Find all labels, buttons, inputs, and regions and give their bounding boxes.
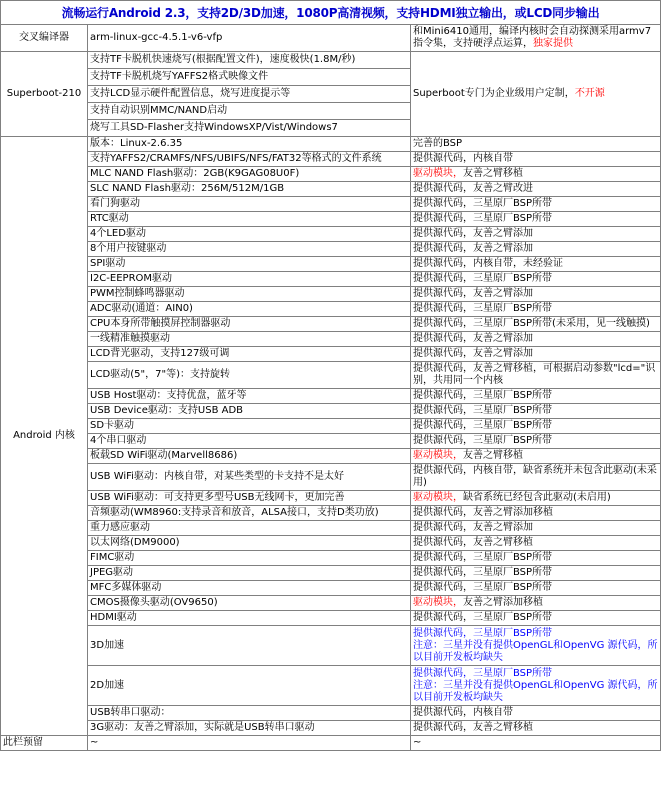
kernel-row — [1, 167, 661, 182]
driver-status — [411, 182, 661, 197]
driver-name: 2D加速 — [88, 666, 411, 706]
reserved-col2: ~ — [88, 736, 411, 751]
kernel-row — [1, 666, 661, 706]
driver-status — [411, 197, 661, 212]
driver-status-text: 提供源代码，三星原厂BSP所带 — [413, 435, 553, 446]
driver-status — [411, 551, 661, 566]
driver-name: 看门狗驱动 — [88, 197, 411, 212]
driver-name: MFC多媒体驱动 — [88, 581, 411, 596]
driver-status — [411, 666, 661, 706]
driver-name: 4个串口驱动 — [88, 434, 411, 449]
driver-status — [411, 137, 661, 152]
driver-status-text: 提供源代码，三星原厂BSP所带 — [413, 420, 553, 431]
driver-name: 3G驱动：友善之臂添加，实际就是USB转串口驱动 — [88, 721, 411, 736]
driver-status — [411, 721, 661, 736]
driver-status — [411, 227, 661, 242]
driver-status — [411, 464, 661, 491]
driver-name: ADC驱动(通道：AIN0) — [88, 302, 411, 317]
driver-name: USB WiFi驱动：内核自带，对某些类型的卡支持不是太好 — [88, 464, 411, 491]
driver-status — [411, 242, 661, 257]
driver-status — [411, 536, 661, 551]
driver-status-text: 提供源代码，三星原厂BSP所带 — [413, 552, 553, 563]
kernel-row — [1, 626, 661, 666]
driver-status-module: 驱动模块， — [413, 492, 463, 503]
driver-status — [411, 419, 661, 434]
driver-status — [411, 566, 661, 581]
driver-name: USB Device驱动：支持USB ADB — [88, 404, 411, 419]
driver-status-text: 提供源代码，内核自带，缺省系统并未包含此驱动(未采用) — [413, 465, 657, 488]
compiler-note — [411, 25, 661, 52]
driver-name: CPU本身所带触摸屏控制器驱动 — [88, 317, 411, 332]
driver-status-module: 驱动模块， — [413, 168, 463, 179]
driver-status — [411, 491, 661, 506]
kernel-row — [1, 242, 661, 257]
driver-name: JPEG驱动 — [88, 566, 411, 581]
superboot-feature: 支持TF卡脱机烧写YAFFS2格式映像文件 — [88, 69, 411, 86]
driver-name: 4个LED驱动 — [88, 227, 411, 242]
driver-name: MLC NAND Flash驱动：2GB(K9GAG08U0F) — [88, 167, 411, 182]
kernel-row — [1, 521, 661, 536]
kernel-row — [1, 152, 661, 167]
superboot-note — [411, 52, 661, 137]
driver-name: SD卡驱动 — [88, 419, 411, 434]
compiler-label: 交叉编译器 — [1, 25, 88, 52]
kernel-row — [1, 536, 661, 551]
driver-status-note: 提供源代码，三星原厂BSP所带 注意：三星并没有提供OpenGL和OpenVG 源代码，所以目前开发板均缺失 — [413, 627, 658, 663]
kernel-row — [1, 611, 661, 626]
kernel-row — [1, 491, 661, 506]
kernel-row — [1, 272, 661, 287]
driver-name: LCD驱动(5"，7"等)：支持旋转 — [88, 362, 411, 389]
driver-name: RTC驱动 — [88, 212, 411, 227]
driver-status-text: 提供源代码，友善之臂添加移植 — [413, 507, 553, 518]
kernel-row — [1, 302, 661, 317]
superboot-feature: 支持自动识别MMC/NAND启动 — [88, 103, 411, 120]
driver-status — [411, 272, 661, 287]
driver-status-text: 提供源代码，友善之臂添加 — [413, 333, 533, 344]
driver-name: I2C-EEPROM驱动 — [88, 272, 411, 287]
driver-name: SLC NAND Flash驱动：256M/512M/1GB — [88, 182, 411, 197]
driver-name: USB WiFi驱动：可支持更多型号USB无线网卡，更加完善 — [88, 491, 411, 506]
driver-status — [411, 287, 661, 302]
kernel-row — [1, 566, 661, 581]
driver-status — [411, 302, 661, 317]
driver-status-text: 完善的BSP — [413, 138, 463, 149]
superboot-note-text: Superboot专门为企业级用户定制， — [413, 88, 575, 99]
driver-name: FIMC驱动 — [88, 551, 411, 566]
compiler-note-highlight: 独家提供 — [533, 38, 573, 49]
driver-status-text: 提供源代码，友善之臂添加 — [413, 228, 533, 239]
driver-status — [411, 706, 661, 721]
driver-name: 音频驱动(WM8960:支持录音和放音，ALSA接口，支持D类功放) — [88, 506, 411, 521]
driver-status-text: 提供源代码，三星原厂BSP所带 — [413, 612, 553, 623]
kernel-row — [1, 287, 661, 302]
kernel-row — [1, 551, 661, 566]
driver-status-text: 友善之臂移植 — [463, 168, 523, 179]
driver-status — [411, 152, 661, 167]
driver-status — [411, 317, 661, 332]
kernel-row — [1, 137, 661, 152]
driver-status-note: 提供源代码，三星原厂BSP所带 注意：三星并没有提供OpenGL和OpenVG 源代码，所以目前开发板均缺失 — [413, 667, 658, 703]
driver-name: HDMI驱动 — [88, 611, 411, 626]
driver-status — [411, 362, 661, 389]
driver-name: USB Host驱动：支持优盘，蓝牙等 — [88, 389, 411, 404]
kernel-row — [1, 362, 661, 389]
kernel-row — [1, 506, 661, 521]
driver-status — [411, 347, 661, 362]
kernel-row — [1, 706, 661, 721]
driver-status-text: 提供源代码，三星原厂BSP所带 — [413, 405, 553, 416]
driver-status-text: 提供源代码，友善之臂添加 — [413, 522, 533, 533]
driver-status — [411, 212, 661, 227]
title-row — [1, 1, 661, 25]
kernel-row — [1, 212, 661, 227]
driver-status-text: 提供源代码，三星原厂BSP所带 — [413, 567, 553, 578]
driver-status — [411, 581, 661, 596]
kernel-row — [1, 182, 661, 197]
driver-name: SPI驱动 — [88, 257, 411, 272]
driver-status-text: 提供源代码，内核自带，未经验证 — [413, 258, 563, 269]
driver-status-module: 驱动模块， — [413, 450, 463, 461]
superboot-row — [1, 52, 661, 69]
driver-status — [411, 167, 661, 182]
driver-status — [411, 521, 661, 536]
reserved-col3: ~ — [411, 736, 661, 751]
driver-name: 3D加速 — [88, 626, 411, 666]
superboot-feature: 支持LCD显示硬件配置信息，烧写进度提示等 — [88, 86, 411, 103]
kernel-row — [1, 197, 661, 212]
driver-status-text: 提供源代码，友善之臂移植 — [413, 722, 533, 733]
driver-name: CMOS摄像头驱动(OV9650) — [88, 596, 411, 611]
kernel-row — [1, 419, 661, 434]
kernel-row — [1, 404, 661, 419]
driver-status-text: 提供源代码，三星原厂BSP所带(未采用，见一线触摸) — [413, 318, 650, 329]
reserved-label: 此栏预留 — [1, 736, 88, 751]
compiler-note-text: 和Mini6410通用，编译内核时会自动探测采用armv7指令集，支持硬浮点运算， — [413, 26, 652, 49]
superboot-note-highlight: 不开源 — [574, 88, 605, 99]
kernel-row — [1, 449, 661, 464]
driver-status-text: 提供源代码，友善之臂改进 — [413, 183, 533, 194]
driver-name: 版本：Linux-2.6.35 — [88, 137, 411, 152]
driver-status-text: 提供源代码，三星原厂BSP所带 — [413, 273, 553, 284]
driver-name: 以太网络(DM9000) — [88, 536, 411, 551]
driver-status-text: 提供源代码，内核自带 — [413, 153, 513, 164]
driver-status — [411, 626, 661, 666]
compiler-value: arm-linux-gcc-4.5.1-v6-vfp — [88, 25, 411, 52]
kernel-row — [1, 332, 661, 347]
driver-status — [411, 389, 661, 404]
driver-status — [411, 596, 661, 611]
driver-name: 板载SD WiFi驱动(Marvell8686) — [88, 449, 411, 464]
driver-status-text: 提供源代码，友善之臂添加 — [413, 348, 533, 359]
driver-status — [411, 449, 661, 464]
driver-name: USB转串口驱动： — [88, 706, 411, 721]
driver-status-text: 缺省系统已经包含此驱动(未启用) — [463, 492, 611, 503]
compiler-row — [1, 25, 661, 52]
driver-status-text: 友善之臂移植 — [463, 450, 523, 461]
driver-status — [411, 332, 661, 347]
kernel-row — [1, 257, 661, 272]
kernel-row — [1, 581, 661, 596]
driver-status — [411, 257, 661, 272]
driver-status-text: 提供源代码，友善之臂添加 — [413, 243, 533, 254]
reserved-row — [1, 736, 661, 751]
driver-status — [411, 506, 661, 521]
driver-status-text: 提供源代码，三星原厂BSP所带 — [413, 390, 553, 401]
kernel-row — [1, 596, 661, 611]
driver-status — [411, 434, 661, 449]
driver-status-text: 提供源代码，友善之臂添加 — [413, 288, 533, 299]
driver-status-text: 提供源代码，三星原厂BSP所带 — [413, 198, 553, 209]
driver-status-text: 提供源代码，三星原厂BSP所带 — [413, 213, 553, 224]
driver-status-text: 提供源代码，三星原厂BSP所带 — [413, 303, 553, 314]
driver-status-text: 提供源代码，三星原厂BSP所带 — [413, 582, 553, 593]
driver-status — [411, 611, 661, 626]
page-title: 流畅运行Android 2.3，支持2D/3D加速，1080P高清视频，支持HDMI独立输出，或LCD同步输出 — [1, 1, 661, 25]
driver-name: 一线精准触摸驱动 — [88, 332, 411, 347]
driver-name: 支持YAFFS2/CRAMFS/NFS/UBIFS/NFS/FAT32等格式的文件系统 — [88, 152, 411, 167]
kernel-row — [1, 317, 661, 332]
kernel-row — [1, 347, 661, 362]
superboot-label: Superboot-210 — [1, 52, 88, 137]
kernel-row — [1, 434, 661, 449]
driver-name: PWM控制蜂鸣器驱动 — [88, 287, 411, 302]
kernel-row — [1, 464, 661, 491]
superboot-feature: 烧写工具SD-Flasher支持WindowsXP/Vist/Windows7 — [88, 120, 411, 137]
kernel-row — [1, 389, 661, 404]
kernel-label: Android 内核 — [1, 137, 88, 736]
driver-name: 8个用户按键驱动 — [88, 242, 411, 257]
driver-status-text: 提供源代码，友善之臂移植 — [413, 537, 533, 548]
kernel-row — [1, 721, 661, 736]
driver-name: 重力感应驱动 — [88, 521, 411, 536]
driver-status-text: 提供源代码，内核自带 — [413, 707, 513, 718]
driver-status-text: 友善之臂添加移植 — [463, 597, 543, 608]
driver-name: LCD背光驱动，支持127级可调 — [88, 347, 411, 362]
driver-status-text: 提供源代码，友善之臂移植，可根据启动参数"lcd="识别，共用同一个内核 — [413, 363, 656, 386]
driver-status — [411, 404, 661, 419]
driver-status-module: 驱动模块， — [413, 597, 463, 608]
superboot-feature: 支持TF卡脱机快速烧写(根据配置文件)，速度极快(1.8M/秒) — [88, 52, 411, 69]
kernel-row — [1, 227, 661, 242]
